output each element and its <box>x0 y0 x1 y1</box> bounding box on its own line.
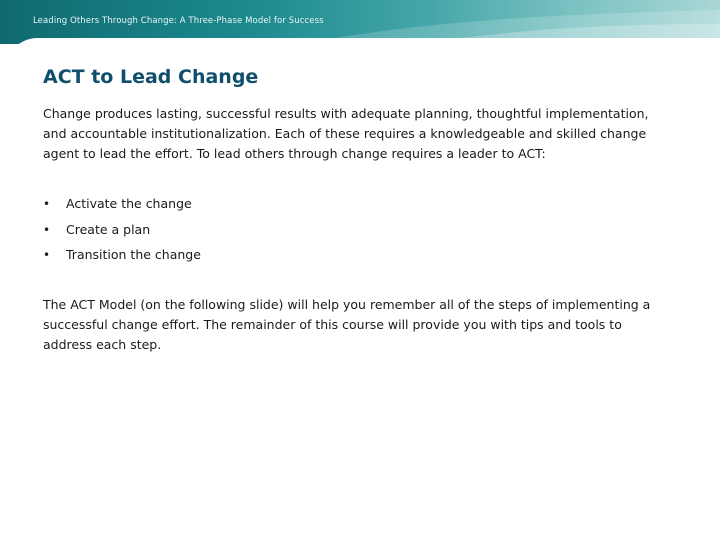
bullet-text: Activate the change <box>66 196 192 211</box>
bullet-text: Transition the change <box>66 247 201 262</box>
closing-line: address each step. <box>43 337 162 352</box>
intro-paragraph <box>43 104 688 164</box>
intro-line: Change produces lasting, successful results with adequate planning, thoughtful implementation, <box>43 106 649 121</box>
intro-line: and accountable institutionalization. Each of these requires a knowledgeable and skilled change <box>43 126 647 141</box>
slide-title: ACT to Lead Change <box>43 66 259 88</box>
bullet-icon: • <box>43 222 51 237</box>
bullet-icon: • <box>43 197 51 211</box>
closing-paragraph <box>43 295 688 355</box>
header-title: Leading Others Through Change: A Three-Phase Model for Success <box>33 16 324 26</box>
closing-line: The ACT Model (on the following slide) will help you remember all of the steps of implementing a <box>43 297 651 312</box>
closing-line: successful change effort. The remainder of this course will provide you with tips and tools to <box>43 317 622 332</box>
bullet-text: Create a plan <box>66 221 151 237</box>
bullet-icon: • <box>43 248 51 262</box>
intro-line: agent to lead the effort. To lead others through change requires a leader to ACT: <box>43 146 546 161</box>
